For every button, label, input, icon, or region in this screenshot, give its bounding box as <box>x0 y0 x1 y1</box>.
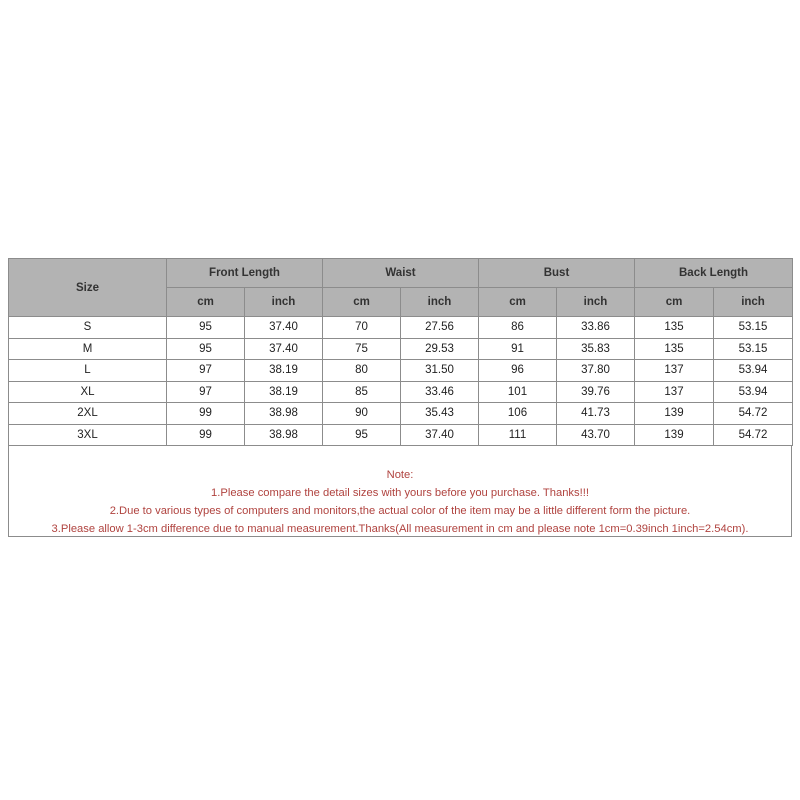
table-cell: 86 <box>479 317 557 339</box>
table-cell: 139 <box>635 403 714 425</box>
size-table <box>8 258 793 446</box>
size-cell: 3XL <box>9 424 167 446</box>
size-chart <box>8 258 792 543</box>
unit-header: inch <box>714 288 793 317</box>
table-cell: 85 <box>323 381 401 403</box>
table-cell: 53.15 <box>714 338 793 360</box>
table-cell: 54.72 <box>714 403 793 425</box>
unit-header: cm <box>635 288 714 317</box>
unit-header: cm <box>167 288 245 317</box>
table-cell: 38.19 <box>245 381 323 403</box>
table-cell: 135 <box>635 338 714 360</box>
table-cell: 38.98 <box>245 403 323 425</box>
table-cell: 39.76 <box>557 381 635 403</box>
unit-header: inch <box>401 288 479 317</box>
group-header-front-length: Front Length <box>167 259 323 288</box>
size-cell: XL <box>9 381 167 403</box>
table-cell: 38.19 <box>245 360 323 382</box>
table-cell: 137 <box>635 381 714 403</box>
table-cell: 137 <box>635 360 714 382</box>
table-cell: 37.40 <box>245 338 323 360</box>
group-header-waist: Waist <box>323 259 479 288</box>
group-header-back-length: Back Length <box>635 259 793 288</box>
table-cell: 101 <box>479 381 557 403</box>
table-cell: 29.53 <box>401 338 479 360</box>
size-cell: M <box>9 338 167 360</box>
table-cell: 97 <box>167 381 245 403</box>
note-line: 3.Please allow 1-3cm difference due to manual measurement.Thanks(All measurement in cm and please note 1cm=0.39inch 1inch=2.54cm). <box>51 523 749 535</box>
table-row <box>9 424 793 446</box>
note-title: Note: <box>386 469 414 481</box>
table-row <box>9 360 793 382</box>
table-cell: 31.50 <box>401 360 479 382</box>
table-row <box>9 338 793 360</box>
size-cell: L <box>9 360 167 382</box>
table-cell: 35.83 <box>557 338 635 360</box>
table-cell: 99 <box>167 424 245 446</box>
table-cell: 139 <box>635 424 714 446</box>
table-cell: 33.46 <box>401 381 479 403</box>
table-cell: 80 <box>323 360 401 382</box>
table-cell: 95 <box>323 424 401 446</box>
table-cell: 35.43 <box>401 403 479 425</box>
table-cell: 53.15 <box>714 317 793 339</box>
table-cell: 111 <box>479 424 557 446</box>
table-row <box>9 317 793 339</box>
table-cell: 95 <box>167 317 245 339</box>
table-row <box>9 403 793 425</box>
table-cell: 38.98 <box>245 424 323 446</box>
unit-header: cm <box>479 288 557 317</box>
unit-header: inch <box>245 288 323 317</box>
size-cell: 2XL <box>9 403 167 425</box>
table-cell: 135 <box>635 317 714 339</box>
table-cell: 95 <box>167 338 245 360</box>
table-cell: 90 <box>323 403 401 425</box>
group-header-bust: Bust <box>479 259 635 288</box>
table-cell: 96 <box>479 360 557 382</box>
note-line: 2.Due to various types of computers and monitors,the actual color of the item may be a little different form the picture. <box>109 505 691 517</box>
size-header: Size <box>9 259 167 317</box>
unit-header: inch <box>557 288 635 317</box>
table-cell: 37.40 <box>401 424 479 446</box>
note-box <box>8 446 792 537</box>
table-cell: 37.40 <box>245 317 323 339</box>
table-cell: 99 <box>167 403 245 425</box>
unit-header: cm <box>323 288 401 317</box>
table-cell: 53.94 <box>714 360 793 382</box>
table-cell: 91 <box>479 338 557 360</box>
table-cell: 75 <box>323 338 401 360</box>
size-cell: S <box>9 317 167 339</box>
table-cell: 106 <box>479 403 557 425</box>
table-cell: 97 <box>167 360 245 382</box>
table-cell: 37.80 <box>557 360 635 382</box>
table-cell: 53.94 <box>714 381 793 403</box>
table-cell: 41.73 <box>557 403 635 425</box>
table-cell: 70 <box>323 317 401 339</box>
table-row <box>9 381 793 403</box>
table-cell: 54.72 <box>714 424 793 446</box>
header-group-row <box>9 259 793 288</box>
table-cell: 33.86 <box>557 317 635 339</box>
table-cell: 43.70 <box>557 424 635 446</box>
note-line: 1.Please compare the detail sizes with yours before you purchase. Thanks!!! <box>211 487 589 499</box>
table-cell: 27.56 <box>401 317 479 339</box>
